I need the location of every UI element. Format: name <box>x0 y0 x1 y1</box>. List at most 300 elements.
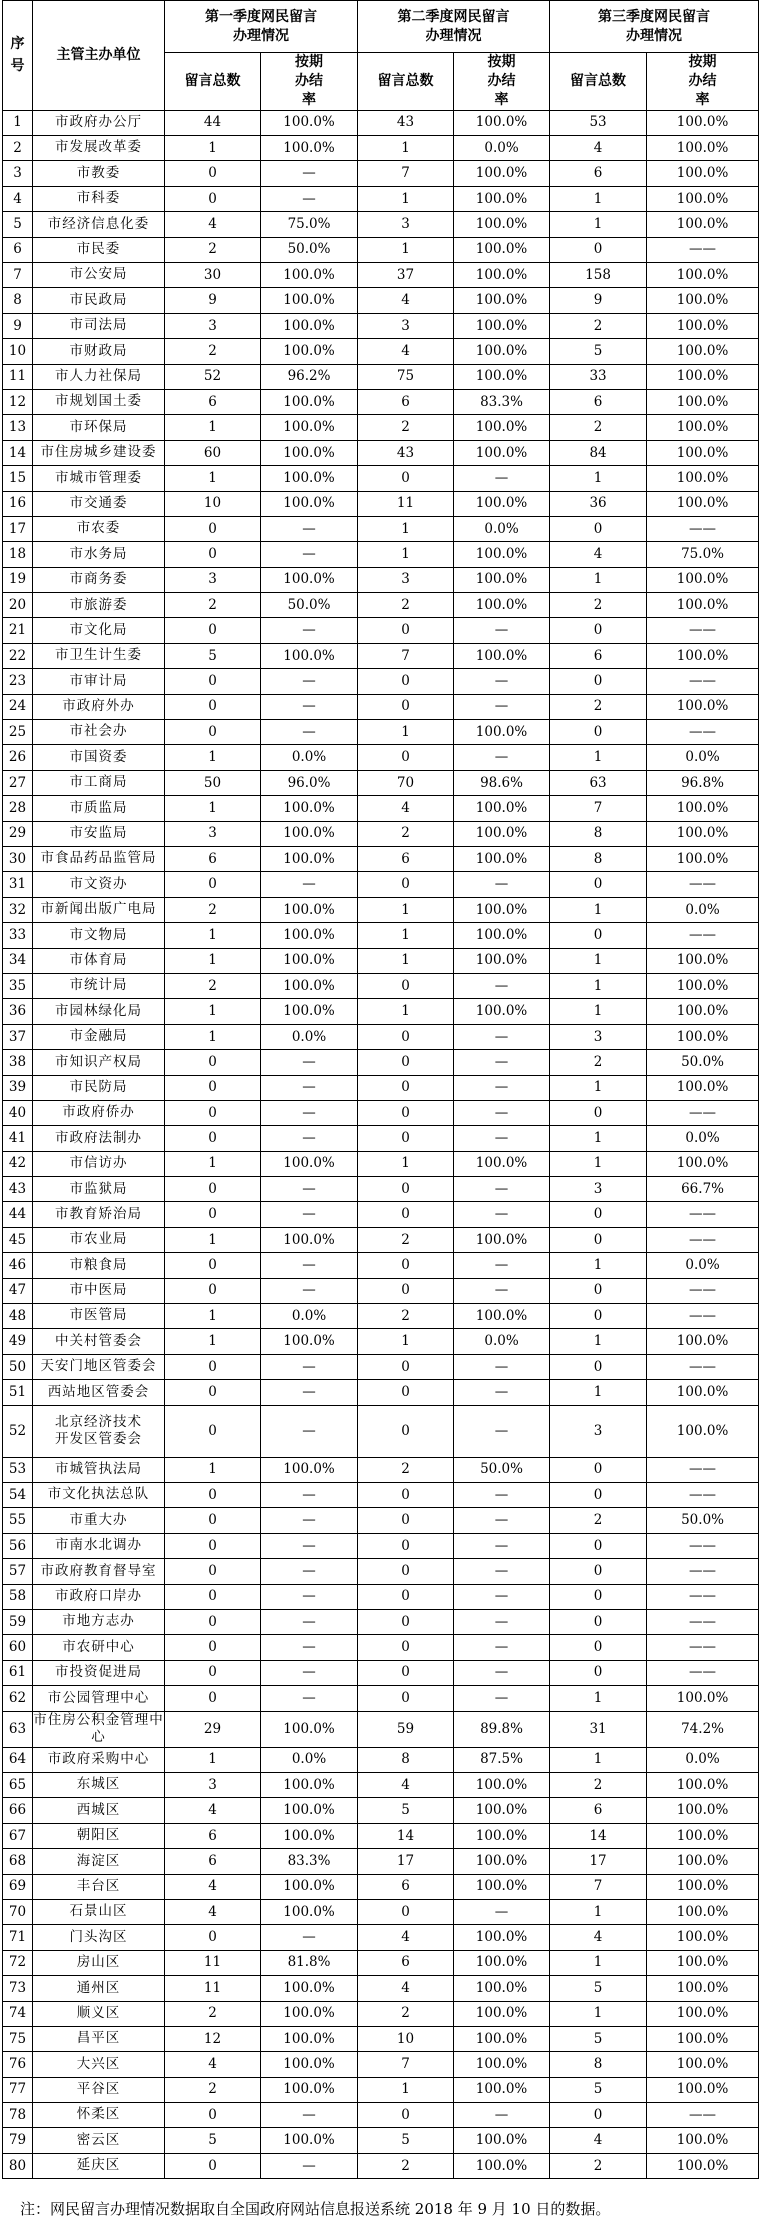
cell-seq: 58 <box>3 1584 33 1609</box>
cell-q1-total: 4 <box>165 212 261 237</box>
table-row <box>3 1405 759 1457</box>
table-row <box>3 1772 759 1797</box>
cell-q2-total: 0 <box>358 1380 454 1405</box>
cell-q2-rate: 100.0% <box>454 796 550 821</box>
cell-unit <box>33 1874 165 1899</box>
cell-q3-rate: 100.0% <box>647 1329 759 1354</box>
cell-q1-rate: 100.0% <box>261 2052 358 2077</box>
cell-q1-rate: — <box>261 1100 358 1125</box>
cell-q3-total: 0 <box>550 2103 647 2128</box>
table-row <box>3 516 759 541</box>
cell-seq: 79 <box>3 2128 33 2153</box>
cell-q2-rate: 100.0% <box>454 1976 550 2001</box>
table-row <box>3 415 759 440</box>
cell-q2-total: 0 <box>358 618 454 643</box>
cell-q3-total: 3 <box>550 1405 647 1457</box>
cell-q2-total: 2 <box>358 1304 454 1329</box>
cell-q3-total: 1 <box>550 999 647 1024</box>
cell-q1-rate: 100.0% <box>261 288 358 313</box>
cell-q1-total: 0 <box>165 1686 261 1711</box>
cell-q1-total: 1 <box>165 1457 261 1482</box>
cell-seq: 80 <box>3 2153 33 2178</box>
cell-q1-rate: — <box>261 1533 358 1558</box>
table-row <box>3 1202 759 1227</box>
cell-q2-rate: — <box>454 1380 550 1405</box>
cell-unit <box>33 364 165 389</box>
cell-q3-total: 1 <box>550 1380 647 1405</box>
cell-q3-rate: —— <box>647 618 759 643</box>
table-row <box>3 440 759 465</box>
unit-name: 市新闻出版广电局 <box>40 901 157 918</box>
cell-unit <box>33 2153 165 2178</box>
cell-unit <box>33 161 165 186</box>
table-row <box>3 389 759 414</box>
cell-q3-total: 1 <box>550 186 647 211</box>
cell-seq: 52 <box>3 1405 33 1457</box>
cell-unit <box>33 1609 165 1634</box>
cell-q1-rate: 100.0% <box>261 2077 358 2102</box>
cell-q1-rate: 75.0% <box>261 212 358 237</box>
unit-name: 怀柔区 <box>76 2106 121 2123</box>
cell-seq: 24 <box>3 694 33 719</box>
cell-q2-total: 5 <box>358 1798 454 1823</box>
cell-q2-rate: — <box>454 466 550 491</box>
table-row <box>3 1227 759 1252</box>
cell-q1-rate: — <box>261 1405 358 1457</box>
table-row <box>3 720 759 745</box>
cell-q1-rate: 100.0% <box>261 339 358 364</box>
cell-q3-total: 1 <box>550 1151 647 1176</box>
cell-q2-rate: — <box>454 1584 550 1609</box>
unit-name: 市规划国土委 <box>55 393 142 410</box>
cell-q1-total: 0 <box>165 694 261 719</box>
cell-q2-total: 1 <box>358 999 454 1024</box>
table-row <box>3 1278 759 1303</box>
cell-q1-total: 2 <box>165 2077 261 2102</box>
cell-q3-rate: 0.0% <box>647 745 759 770</box>
cell-q1-total: 0 <box>165 1635 261 1660</box>
cell-q3-total: 6 <box>550 1798 647 1823</box>
cell-q1-total: 6 <box>165 847 261 872</box>
cell-q3-rate: 100.0% <box>647 593 759 618</box>
cell-q3-total: 1 <box>550 1686 647 1711</box>
cell-unit <box>33 1278 165 1303</box>
cell-unit <box>33 212 165 237</box>
cell-q3-total: 1 <box>550 745 647 770</box>
cell-q2-rate: 100.0% <box>454 364 550 389</box>
cell-q3-rate: —— <box>647 237 759 262</box>
unit-name: 市环保局 <box>69 418 128 435</box>
cell-q2-rate: 83.3% <box>454 389 550 414</box>
cell-seq: 70 <box>3 1899 33 1924</box>
cell-q2-total: 4 <box>358 1925 454 1950</box>
cell-q3-rate: 100.0% <box>647 2128 759 2153</box>
cell-q3-total: 0 <box>550 1635 647 1660</box>
footnote: 注：网民留言办理情况数据取自全国政府网站信息报送系统 2018 年 9 月 10 日的数据。 <box>20 2200 611 2218</box>
cell-seq: 17 <box>3 516 33 541</box>
cell-seq: 5 <box>3 212 33 237</box>
unit-name: 市商务委 <box>69 571 128 588</box>
cell-q3-total: 0 <box>550 1482 647 1507</box>
table-row <box>3 973 759 998</box>
unit-name: 中关村管委会 <box>55 1332 142 1349</box>
cell-q3-rate: 100.0% <box>647 2026 759 2051</box>
table-row <box>3 263 759 288</box>
cell-q3-total: 53 <box>550 110 647 135</box>
cell-seq: 76 <box>3 2052 33 2077</box>
cell-q3-total: 2 <box>550 1508 647 1533</box>
cell-q1-rate: — <box>261 1508 358 1533</box>
cell-q1-total: 12 <box>165 2026 261 2051</box>
table-row <box>3 237 759 262</box>
cell-q1-total: 2 <box>165 897 261 922</box>
statistics-table-container <box>2 0 758 2179</box>
cell-q1-total: 0 <box>165 1925 261 1950</box>
cell-q2-rate: — <box>454 1405 550 1457</box>
unit-name: 市医管局 <box>69 1307 128 1324</box>
cell-seq: 56 <box>3 1533 33 1558</box>
cell-q3-rate: 100.0% <box>647 643 759 668</box>
cell-q2-rate: 100.0% <box>454 542 550 567</box>
cell-q2-rate: — <box>454 1050 550 1075</box>
cell-q1-rate: — <box>261 1253 358 1278</box>
cell-q2-total: 1 <box>358 516 454 541</box>
unit-name: 市重大办 <box>69 1511 128 1528</box>
cell-q1-rate: 0.0% <box>261 1024 358 1049</box>
header-q3-total: 留言总数 <box>550 53 647 111</box>
cell-q3-total: 8 <box>550 821 647 846</box>
cell-unit <box>33 1660 165 1685</box>
cell-unit <box>33 1899 165 1924</box>
cell-unit <box>33 1075 165 1100</box>
cell-q3-rate: 100.0% <box>647 415 759 440</box>
table-row <box>3 1747 759 1772</box>
unit-name: 市工商局 <box>69 774 128 791</box>
cell-q1-total: 6 <box>165 1849 261 1874</box>
table-row <box>3 1798 759 1823</box>
cell-seq: 10 <box>3 339 33 364</box>
cell-q3-rate: —— <box>647 516 759 541</box>
cell-q2-rate: — <box>454 1177 550 1202</box>
unit-name: 市监狱局 <box>69 1180 128 1197</box>
cell-q3-rate: 66.7% <box>647 1177 759 1202</box>
cell-seq: 73 <box>3 1976 33 2001</box>
cell-q2-total: 1 <box>358 542 454 567</box>
cell-q1-rate: — <box>261 1177 358 1202</box>
cell-q3-total: 5 <box>550 2077 647 2102</box>
cell-seq: 68 <box>3 1849 33 1874</box>
table-row <box>3 1457 759 1482</box>
cell-seq: 62 <box>3 1686 33 1711</box>
cell-seq: 74 <box>3 2001 33 2026</box>
cell-q2-rate: 100.0% <box>454 186 550 211</box>
cell-seq: 34 <box>3 948 33 973</box>
cell-q1-total: 44 <box>165 110 261 135</box>
cell-q2-rate: 100.0% <box>454 313 550 338</box>
cell-q1-rate: — <box>261 1354 358 1379</box>
cell-q3-total: 1 <box>550 1899 647 1924</box>
table-row <box>3 1100 759 1125</box>
cell-unit <box>33 1823 165 1848</box>
cell-q2-rate: — <box>454 1686 550 1711</box>
cell-q1-total: 3 <box>165 1772 261 1797</box>
cell-q1-total: 1 <box>165 948 261 973</box>
cell-q1-total: 0 <box>165 1533 261 1558</box>
cell-unit <box>33 1482 165 1507</box>
cell-q3-total: 0 <box>550 1660 647 1685</box>
unit-name: 市农业局 <box>69 1231 128 1248</box>
cell-q2-rate: 100.0% <box>454 720 550 745</box>
cell-q2-rate: 100.0% <box>454 1151 550 1176</box>
table-row <box>3 2026 759 2051</box>
cell-q3-total: 17 <box>550 1849 647 1874</box>
cell-q1-rate: — <box>261 1660 358 1685</box>
cell-seq: 71 <box>3 1925 33 1950</box>
table-row <box>3 2001 759 2026</box>
cell-q1-total: 1 <box>165 796 261 821</box>
cell-q2-total: 37 <box>358 263 454 288</box>
cell-q2-total: 3 <box>358 212 454 237</box>
cell-unit <box>33 313 165 338</box>
message-handling-table <box>2 0 759 2179</box>
cell-q1-total: 6 <box>165 389 261 414</box>
cell-seq: 40 <box>3 1100 33 1125</box>
cell-q1-total: 1 <box>165 466 261 491</box>
cell-q3-rate: —— <box>647 1635 759 1660</box>
cell-q3-rate: —— <box>647 923 759 948</box>
cell-q1-total: 3 <box>165 567 261 592</box>
cell-q2-rate: 100.0% <box>454 593 550 618</box>
cell-q2-total: 2 <box>358 821 454 846</box>
cell-q1-rate: 100.0% <box>261 1711 358 1747</box>
cell-q1-rate: 100.0% <box>261 897 358 922</box>
cell-seq: 42 <box>3 1151 33 1176</box>
cell-q1-total: 0 <box>165 1050 261 1075</box>
table-row <box>3 186 759 211</box>
cell-q1-total: 0 <box>165 1584 261 1609</box>
cell-unit <box>33 796 165 821</box>
cell-q1-rate: 100.0% <box>261 491 358 516</box>
cell-q1-rate: 100.0% <box>261 2001 358 2026</box>
table-row <box>3 1609 759 1634</box>
unit-name: 东城区 <box>76 1776 121 1793</box>
cell-q3-total: 2 <box>550 313 647 338</box>
cell-q1-rate: — <box>261 872 358 897</box>
cell-q2-total: 0 <box>358 1533 454 1558</box>
cell-q2-rate: 0.0% <box>454 136 550 161</box>
cell-q1-total: 0 <box>165 1609 261 1634</box>
unit-name: 市食品药品监管局 <box>40 850 157 867</box>
cell-seq: 35 <box>3 973 33 998</box>
unit-name: 市审计局 <box>69 672 128 689</box>
cell-q1-rate: 100.0% <box>261 263 358 288</box>
cell-q3-total: 5 <box>550 2026 647 2051</box>
cell-q2-total: 0 <box>358 669 454 694</box>
cell-q3-total: 9 <box>550 288 647 313</box>
cell-q1-total: 2 <box>165 593 261 618</box>
cell-q2-rate: 100.0% <box>454 339 550 364</box>
cell-q2-total: 4 <box>358 288 454 313</box>
cell-q1-rate: — <box>261 1584 358 1609</box>
cell-q2-total: 1 <box>358 923 454 948</box>
table-row <box>3 821 759 846</box>
cell-q2-rate: — <box>454 872 550 897</box>
cell-seq: 29 <box>3 821 33 846</box>
cell-q2-rate: 0.0% <box>454 1329 550 1354</box>
unit-name: 延庆区 <box>76 2157 121 2174</box>
unit-name: 市社会办 <box>69 723 128 740</box>
cell-q3-rate: 100.0% <box>647 389 759 414</box>
table-row <box>3 1177 759 1202</box>
unit-name: 顺义区 <box>76 2004 121 2021</box>
cell-seq: 33 <box>3 923 33 948</box>
table-row <box>3 288 759 313</box>
cell-q2-total: 2 <box>358 2001 454 2026</box>
cell-q1-rate: 100.0% <box>261 643 358 668</box>
cell-q3-total: 2 <box>550 2153 647 2178</box>
cell-q3-rate: 100.0% <box>647 847 759 872</box>
table-row <box>3 1151 759 1176</box>
cell-q1-rate: 96.0% <box>261 770 358 795</box>
cell-q2-total: 75 <box>358 364 454 389</box>
table-row <box>3 1354 759 1379</box>
cell-q2-total: 0 <box>358 1482 454 1507</box>
unit-name: 市国资委 <box>69 748 128 765</box>
unit-name: 市文物局 <box>69 926 128 943</box>
unit-name: 市人力社保局 <box>55 368 142 384</box>
unit-name: 市体育局 <box>69 951 128 968</box>
cell-q2-total: 0 <box>358 1177 454 1202</box>
cell-q1-rate: — <box>261 1126 358 1151</box>
cell-q1-rate: — <box>261 1278 358 1303</box>
cell-q1-rate: 100.0% <box>261 2026 358 2051</box>
cell-unit <box>33 643 165 668</box>
unit-name: 平谷区 <box>76 2081 121 2098</box>
unit-name: 市城市管理委 <box>55 469 142 486</box>
cell-q3-total: 33 <box>550 364 647 389</box>
cell-q2-total: 0 <box>358 1899 454 1924</box>
cell-q2-total: 2 <box>358 593 454 618</box>
cell-unit <box>33 618 165 643</box>
cell-q3-rate: 100.0% <box>647 161 759 186</box>
cell-q2-rate: — <box>454 1024 550 1049</box>
table-row <box>3 694 759 719</box>
cell-q1-rate: 100.0% <box>261 1874 358 1899</box>
unit-name: 石景山区 <box>69 1903 128 1920</box>
cell-q3-total: 0 <box>550 618 647 643</box>
cell-seq: 39 <box>3 1075 33 1100</box>
cell-q3-total: 0 <box>550 1354 647 1379</box>
cell-q1-total: 1 <box>165 415 261 440</box>
cell-unit <box>33 847 165 872</box>
header-q3: 第三季度网民留言办理情况 <box>550 1 759 53</box>
cell-q3-total: 0 <box>550 1533 647 1558</box>
cell-q2-total: 14 <box>358 1823 454 1848</box>
unit-name: 市政府侨办 <box>62 1104 135 1121</box>
cell-seq: 23 <box>3 669 33 694</box>
cell-q3-rate: 100.0% <box>647 2052 759 2077</box>
cell-q2-rate: — <box>454 1482 550 1507</box>
cell-q2-total: 1 <box>358 237 454 262</box>
cell-q1-total: 0 <box>165 1253 261 1278</box>
cell-unit <box>33 1976 165 2001</box>
unit-name: 市文化局 <box>69 621 128 638</box>
table-row <box>3 1253 759 1278</box>
cell-q3-total: 0 <box>550 237 647 262</box>
cell-unit <box>33 745 165 770</box>
cell-unit <box>33 1177 165 1202</box>
unit-name: 市政府口岸办 <box>55 1587 142 1604</box>
cell-q1-total: 0 <box>165 1380 261 1405</box>
cell-unit <box>33 263 165 288</box>
unit-name: 市财政局 <box>69 342 128 359</box>
unit-name: 市统计局 <box>69 977 128 994</box>
cell-q3-rate: 100.0% <box>647 1024 759 1049</box>
cell-seq: 8 <box>3 288 33 313</box>
cell-q3-rate: —— <box>647 1584 759 1609</box>
cell-q2-total: 59 <box>358 1711 454 1747</box>
cell-q1-rate: 100.0% <box>261 1227 358 1252</box>
cell-unit <box>33 2026 165 2051</box>
cell-seq: 61 <box>3 1660 33 1685</box>
cell-seq: 27 <box>3 770 33 795</box>
header-q2-total: 留言总数 <box>358 53 454 111</box>
cell-q2-rate: — <box>454 1202 550 1227</box>
cell-q2-total: 0 <box>358 1405 454 1457</box>
cell-q1-total: 0 <box>165 1075 261 1100</box>
cell-seq: 55 <box>3 1508 33 1533</box>
table-row <box>3 1559 759 1584</box>
cell-q2-rate: — <box>454 694 550 719</box>
cell-q3-rate: 100.0% <box>647 1976 759 2001</box>
cell-q1-rate: — <box>261 542 358 567</box>
cell-q1-rate: — <box>261 1075 358 1100</box>
cell-q1-total: 1 <box>165 1024 261 1049</box>
cell-q1-total: 6 <box>165 1823 261 1848</box>
cell-q3-rate: 100.0% <box>647 999 759 1024</box>
cell-q3-total: 0 <box>550 1202 647 1227</box>
cell-unit <box>33 2052 165 2077</box>
cell-q3-rate: 50.0% <box>647 1050 759 1075</box>
cell-unit <box>33 567 165 592</box>
cell-seq: 3 <box>3 161 33 186</box>
table-row <box>3 923 759 948</box>
unit-name: 市教委 <box>76 164 121 181</box>
cell-q3-total: 2 <box>550 1050 647 1075</box>
cell-q2-rate: — <box>454 1126 550 1151</box>
cell-q1-rate: 100.0% <box>261 2128 358 2153</box>
unit-name: 市南水北调办 <box>55 1537 142 1554</box>
unit-name: 市住房城乡建设委 <box>40 444 157 461</box>
cell-q2-total: 4 <box>358 1976 454 2001</box>
cell-q3-total: 0 <box>550 669 647 694</box>
cell-q1-rate: 100.0% <box>261 1823 358 1848</box>
cell-unit <box>33 440 165 465</box>
cell-q3-rate: 100.0% <box>647 136 759 161</box>
cell-q3-rate: 100.0% <box>647 1874 759 1899</box>
cell-seq: 9 <box>3 313 33 338</box>
cell-q3-total: 6 <box>550 161 647 186</box>
cell-q2-total: 0 <box>358 1686 454 1711</box>
cell-q1-total: 2 <box>165 339 261 364</box>
cell-unit <box>33 973 165 998</box>
cell-q1-total: 0 <box>165 669 261 694</box>
cell-q3-rate: 100.0% <box>647 110 759 135</box>
cell-q1-total: 0 <box>165 2103 261 2128</box>
cell-q2-rate: — <box>454 1660 550 1685</box>
cell-unit <box>33 1151 165 1176</box>
cell-unit <box>33 1747 165 1772</box>
